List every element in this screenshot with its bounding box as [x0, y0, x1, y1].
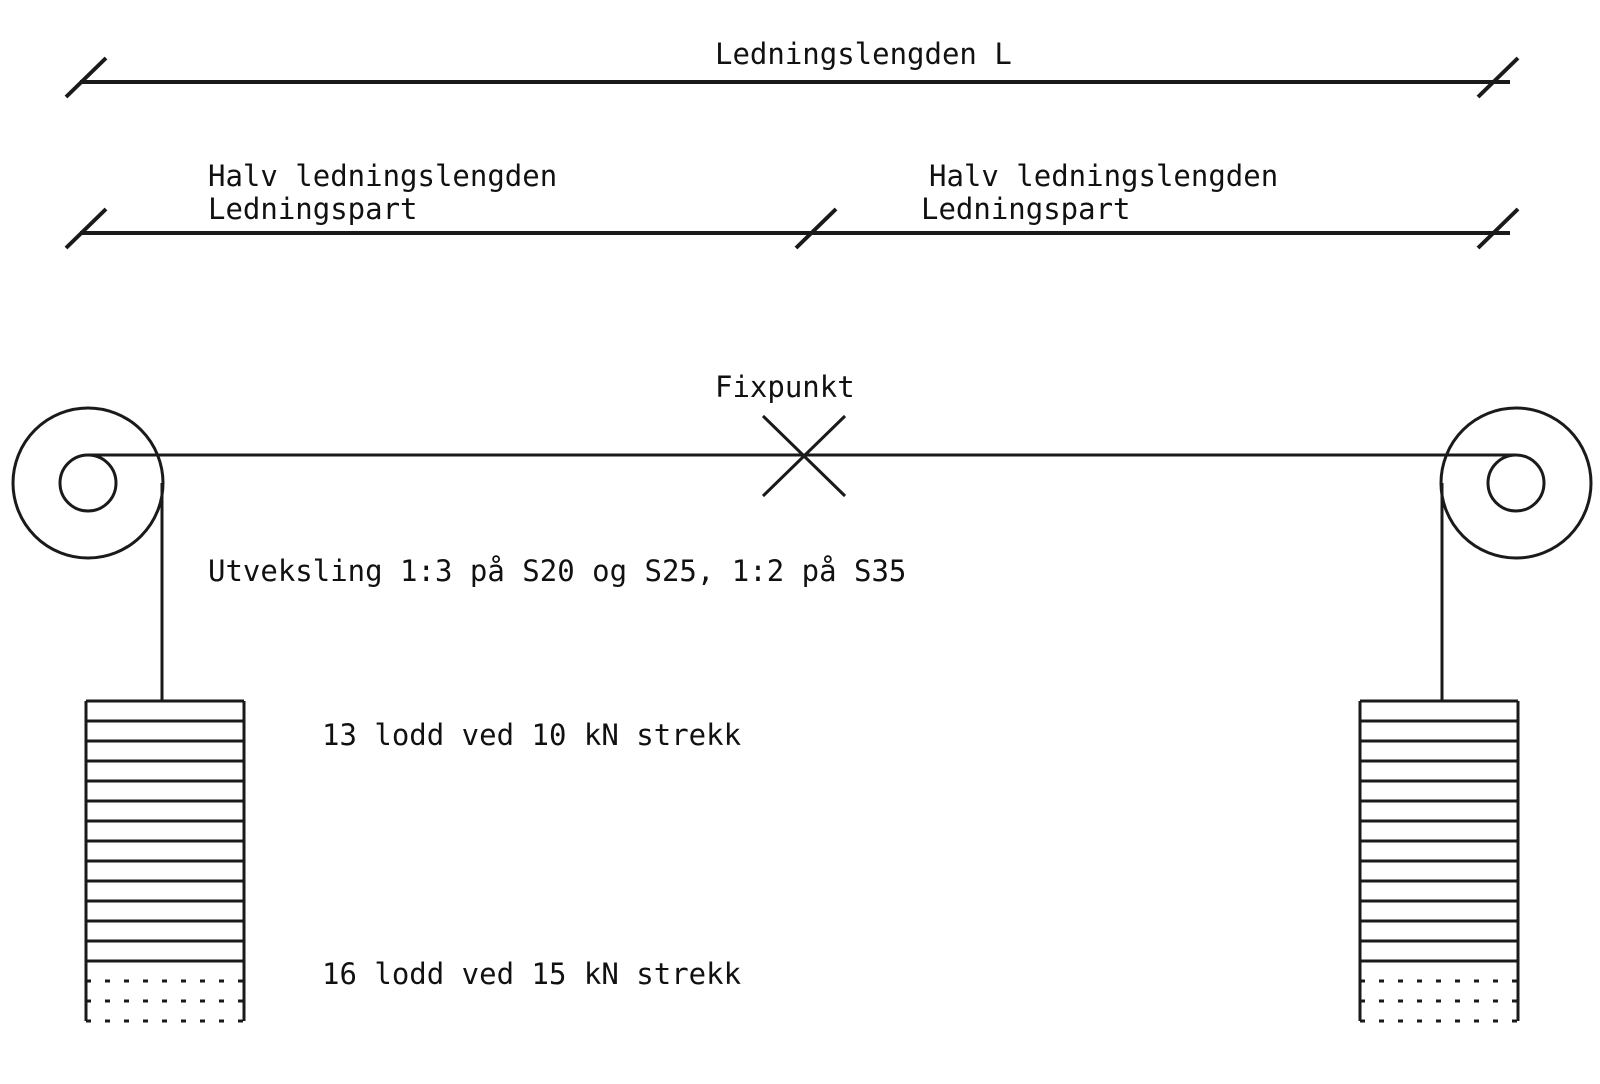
pulley-wheel-hub	[60, 455, 116, 511]
total-length-label: Ledningslengden L	[715, 37, 1012, 71]
half-left-label-1: Halv ledningslengden	[208, 159, 558, 193]
half-right-label-2: Ledningspart	[921, 192, 1131, 226]
fixpoint-marker	[715, 370, 855, 496]
pulley-wheel-outer	[1441, 408, 1591, 558]
half-left-label-2: Ledningspart	[208, 192, 418, 226]
right-pulley	[1441, 408, 1591, 558]
pulley-wheel-outer	[13, 408, 163, 558]
total-length-dimension	[66, 37, 1518, 97]
left-pulley	[13, 408, 163, 558]
dimension-tick	[1478, 58, 1518, 97]
left-weight-stack	[86, 701, 244, 1021]
ratio-note: Utveksling 1:3 på S20 og S25, 1:2 på S35	[208, 554, 907, 588]
dimension-tick	[1478, 209, 1518, 248]
weights-16-label: 16 lodd ved 15 kN strekk	[322, 957, 742, 991]
half-length-dimensions	[66, 159, 1518, 248]
pulley-wheel-hub	[1488, 455, 1544, 511]
dimension-tick	[66, 209, 106, 248]
dimension-tick	[796, 209, 836, 248]
dimension-tick	[66, 58, 106, 97]
half-right-label-1: Halv ledningslengden	[929, 159, 1279, 193]
weights-13-label: 13 lodd ved 10 kN strekk	[322, 718, 742, 752]
right-weight-stack	[1360, 701, 1518, 1021]
fixpoint-label: Fixpunkt	[715, 370, 855, 404]
